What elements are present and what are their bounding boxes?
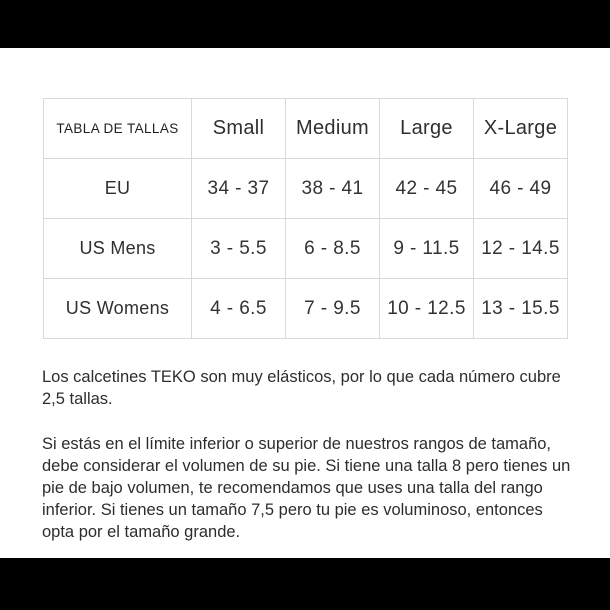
row-label-us-mens: US Mens (44, 219, 192, 279)
row-label-eu: EU (44, 159, 192, 219)
size-cell: 34 - 37 (192, 159, 286, 219)
header-row (44, 99, 568, 159)
column-header-medium: Medium (286, 99, 380, 159)
description-paragraph-2: Si estás en el límite inferior o superior de nuestros rangos de tamaño, debe considerar el volumen de su pie. Si tiene una talla 8 pero tienes un pie de bajo volumen, te recomendamos que uses una talla del rango inferior. Si tienes un tamaño 7,5 pero tu pie es voluminoso, entonces opta por el tamaño grande. (42, 435, 571, 541)
size-cell: 46 - 49 (474, 159, 568, 219)
description-paragraph-1: Los calcetines TEKO son muy elásticos, por lo que cada número cubre 2,5 tallas. (42, 368, 561, 408)
column-header-x-large: X-Large (474, 99, 568, 159)
size-cell: 7 - 9.5 (286, 279, 380, 339)
column-header-large: Large (380, 99, 474, 159)
sizing-description (42, 366, 576, 543)
row-label-us-womens: US Womens (44, 279, 192, 339)
content-area (0, 48, 610, 558)
size-cell: 13 - 15.5 (474, 279, 568, 339)
table-row-us-mens (44, 219, 568, 279)
size-cell: 9 - 11.5 (380, 219, 474, 279)
table-title: TABLA DE TALLAS (44, 99, 192, 159)
size-chart-table (43, 98, 568, 339)
letterbox-bar-top (0, 0, 610, 48)
letterbox-bar-bottom (0, 558, 610, 610)
size-cell: 3 - 5.5 (192, 219, 286, 279)
column-header-small: Small (192, 99, 286, 159)
size-cell: 10 - 12.5 (380, 279, 474, 339)
table-row-us-womens (44, 279, 568, 339)
size-cell: 42 - 45 (380, 159, 474, 219)
size-cell: 12 - 14.5 (474, 219, 568, 279)
size-cell: 38 - 41 (286, 159, 380, 219)
size-cell: 4 - 6.5 (192, 279, 286, 339)
table-row-eu (44, 159, 568, 219)
size-cell: 6 - 8.5 (286, 219, 380, 279)
